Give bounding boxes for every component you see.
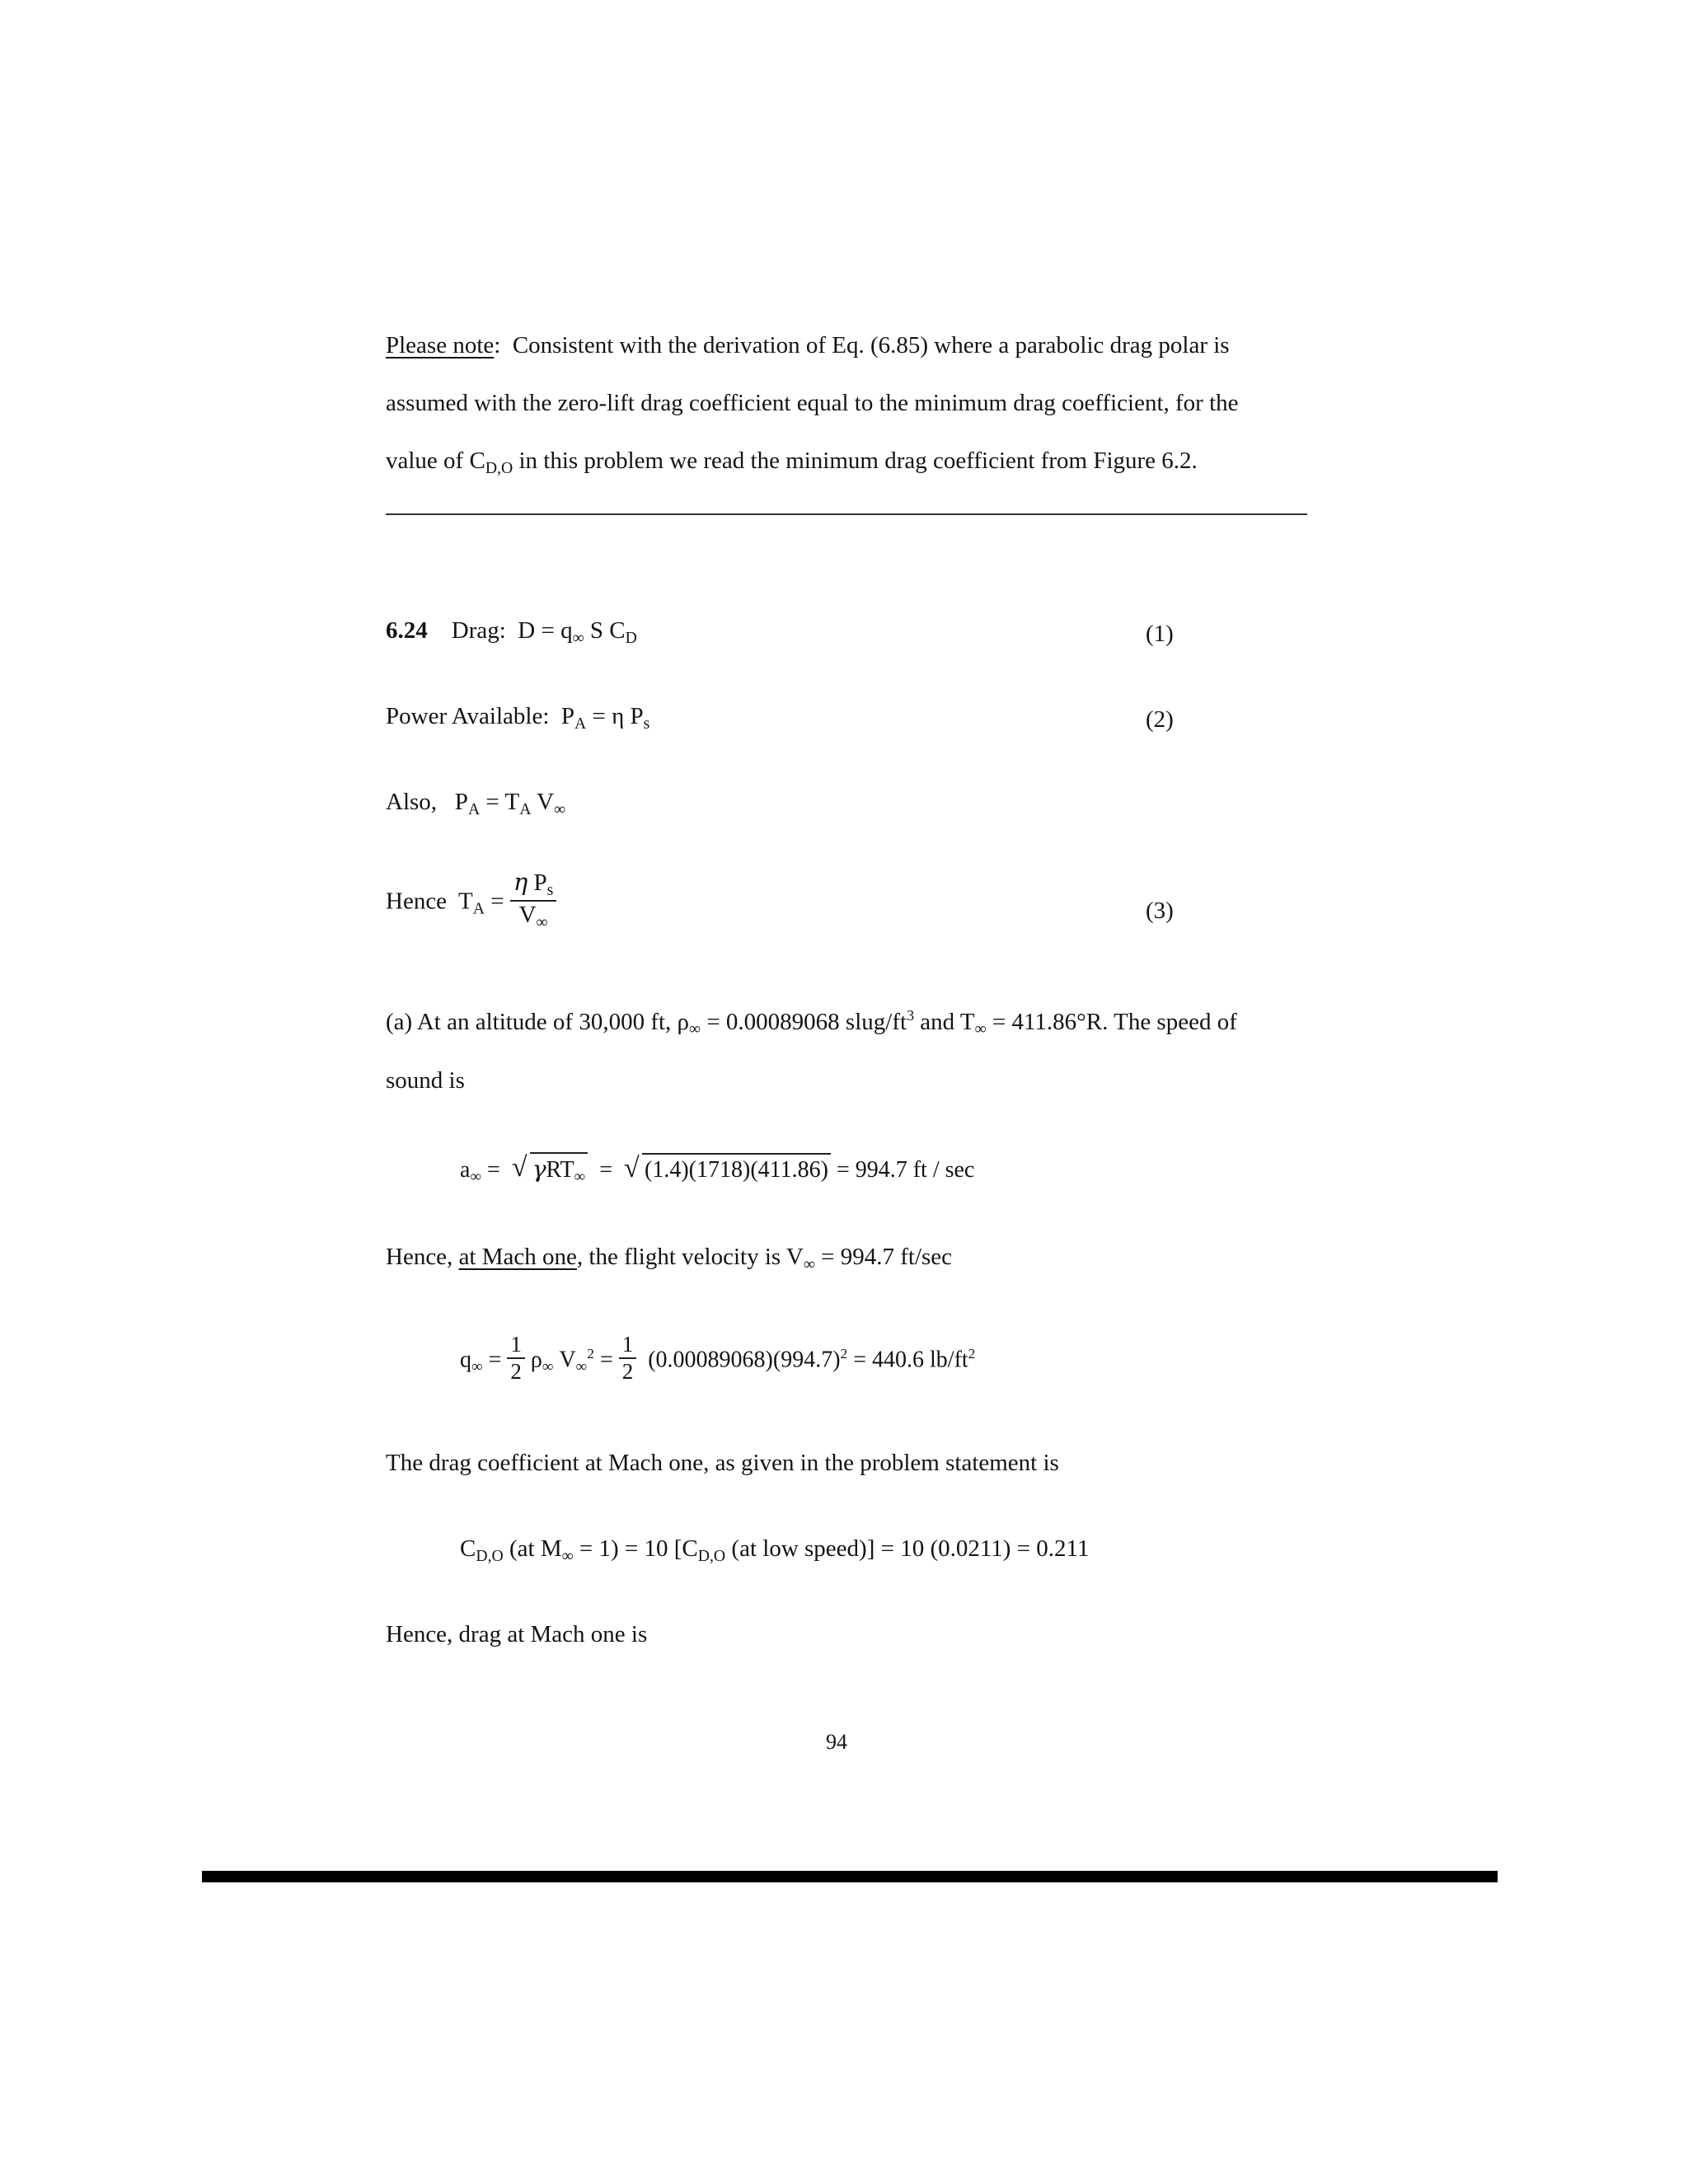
mach-one-text: at Mach one xyxy=(458,1244,577,1270)
note-line-2: assumed with the zero-lift drag coefficient equal to the minimum drag coefficient, for the xyxy=(386,390,1239,416)
note-line-3: value of $C_{D,O}$ in this problem we read the minimum drag coefficient from Figure 6.2. xyxy=(386,448,1198,477)
equation-number-2: (2) xyxy=(1146,706,1174,733)
drag-coefficient-equation: $C_{D,O}$ (at $M_\infty = 1) = 10$ [$C_{D,O}$ (at low speed)] = 10 (0.0211) = 0.211 xyxy=(460,1535,1090,1565)
equation-number-1: (1) xyxy=(1146,621,1174,647)
dynamic-pressure-result: = 440.6 lb/ft xyxy=(847,1347,968,1373)
drag-equation: 6.24 Drag: $D = q_\infty$ S $C_D$ xyxy=(386,617,637,647)
dynamic-pressure-equation: $q_\infty$ = $\frac{1}{2}$ $\rho_\infty$ $V_\infty^2$ = $\frac{1}{2}$ $(0.00089068)(994.7)^2 = 440.6$ $lb/ft^2$ xyxy=(460,1332,976,1385)
part-a-line-1: (a) At an altitude of 30,000 ft, $\rho_\infty = 0.00089068$ slug/$ft^3$ and $T_\infty = 411.86^\circ R$. The speed of xyxy=(386,1007,1237,1038)
power-available-equation: Power Available: $P_A = \eta$ $P_s$ xyxy=(386,703,650,733)
thrust-available-equation: Hence $T_A$ = $\frac{\eta P_s}{V_\infty}$ xyxy=(386,872,556,935)
hence-label: Hence xyxy=(386,888,448,915)
mach-one-velocity: Hence, at Mach one, the flight velocity is $V_\infty = 994.7$ ft/sec xyxy=(386,1244,953,1273)
note-text-1: Consistent with the derivation of Eq. (6.85) where a parabolic drag polar is xyxy=(512,332,1230,359)
part-a-line-2: sound is xyxy=(386,1067,465,1094)
problem-number: 6.24 xyxy=(386,617,428,644)
sound-speed-result: = 994.7 ft / sec xyxy=(836,1157,975,1183)
drag-at-mach-one-intro: Hence, drag at Mach one is xyxy=(386,1621,648,1647)
power-label: Power Available: xyxy=(386,703,550,729)
speed-of-sound-equation: $a_\infty$ = √ γRT$_\infty$ = √ (1.4)(1718)(411.86) = 994.7 ft / sec xyxy=(460,1152,975,1186)
note-line-1: Please note: Consistent with the derivation of Eq. (6.85) where a parabolic drag polar is xyxy=(386,332,1230,359)
also-label: Also, xyxy=(386,789,438,815)
sound-speed-values: (1.4)(1718)(411.86) xyxy=(642,1153,831,1184)
drag-coefficient-intro: The drag coefficient at Mach one, as given in the problem statement is xyxy=(386,1450,1059,1476)
equation-number-3: (3) xyxy=(1146,898,1174,924)
footer-bar xyxy=(202,1871,1498,1882)
thrust-fraction: $\frac{\eta P_s}{V_\infty}$ xyxy=(510,869,556,931)
drag-label: Drag: xyxy=(451,617,506,644)
note-label: Please note xyxy=(386,332,495,359)
section-divider xyxy=(386,513,1307,515)
thrust-power-relation: Also, $P_A = T_A$ $V_\infty$ xyxy=(386,789,566,818)
page-number: 94 xyxy=(826,1730,847,1754)
dynamic-pressure-values: (0.00089068)(994.7) xyxy=(648,1347,841,1373)
